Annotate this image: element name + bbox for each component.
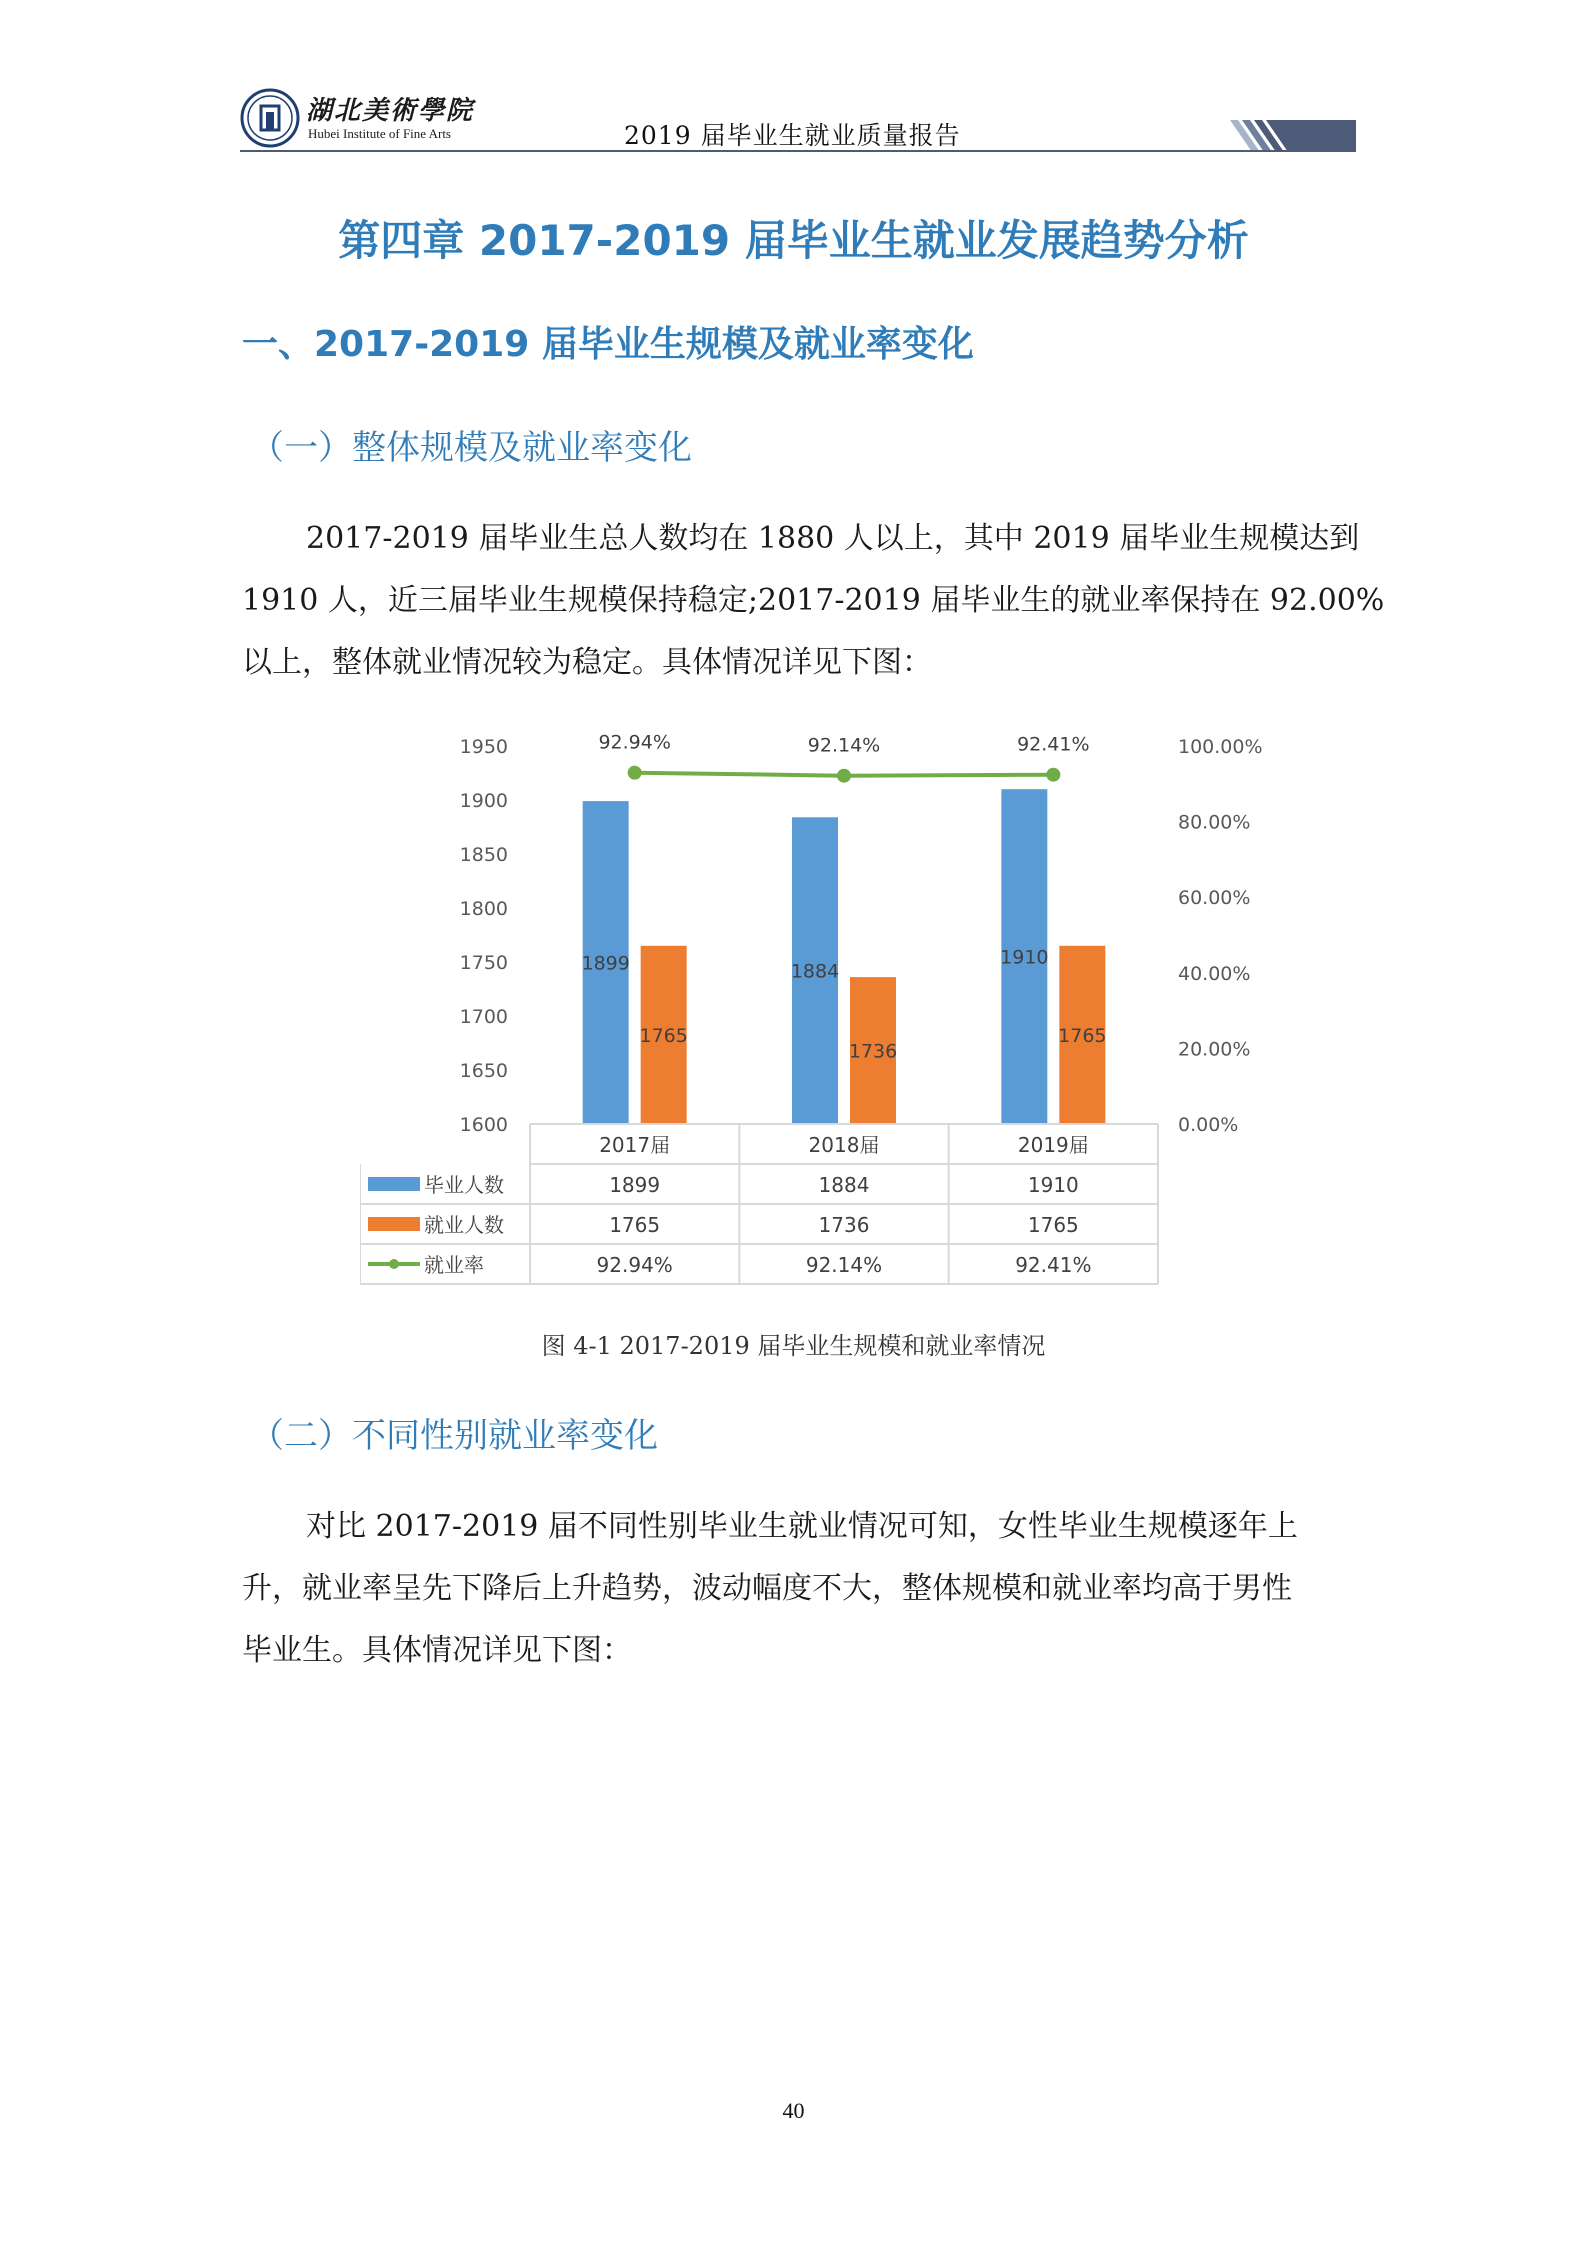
table-cell: 1910 — [1027, 1173, 1079, 1197]
employment-rate-point — [628, 766, 642, 780]
section-title: 一、2017-2019 届毕业生规模及就业率变化 — [242, 324, 974, 365]
logo-english-name: Hubei Institute of Fine Arts — [308, 126, 451, 141]
employment-chart — [360, 722, 1280, 1292]
right-axis-tick-label: 80.00% — [1178, 811, 1251, 834]
table-cell: 1899 — [609, 1173, 661, 1197]
paragraph-line: 毕业生。具体情况详见下图： — [242, 1633, 632, 1668]
institute-logo — [240, 86, 550, 152]
report-header-title: 2019 届毕业生就业质量报告 — [624, 121, 961, 150]
paragraph-line: 升，就业率呈先下降后上升趋势，波动幅度不大，整体规模和就业率均高于男性 — [242, 1571, 1292, 1606]
legend-point-key — [389, 1259, 399, 1269]
bar-data-label: 1899 — [581, 952, 630, 975]
legend-swatch — [368, 1217, 420, 1231]
right-axis-tick-label: 20.00% — [1178, 1038, 1251, 1061]
table-cell: 92.14% — [805, 1253, 883, 1277]
table-cell: 1736 — [818, 1213, 870, 1237]
page-header — [240, 86, 1355, 156]
right-axis-tick-label: 60.00% — [1178, 887, 1251, 910]
employment-rate-point — [1046, 768, 1060, 782]
page-number: 40 — [782, 2098, 805, 2123]
left-axis-tick-label: 1900 — [459, 790, 508, 812]
left-axis-tick-label: 1950 — [459, 736, 508, 758]
employment-rate-label: 92.41% — [1017, 733, 1090, 756]
paragraph-line: 以上，整体就业情况较为稳定。具体情况详见下图： — [242, 645, 932, 680]
left-axis-tick-label: 1700 — [459, 1006, 508, 1028]
bar-data-label: 1910 — [1000, 946, 1049, 969]
chapter-title: 第四章 2017-2019 届毕业生就业发展趋势分析 — [338, 216, 1249, 265]
employment-rate-point — [837, 769, 851, 783]
paragraph-overall — [242, 508, 1385, 694]
category-label: 2017届 — [599, 1133, 671, 1157]
legend-label: 就业率 — [424, 1253, 484, 1277]
subsection-title-overall: （一）整体规模及就业率变化 — [250, 428, 692, 468]
header-stripes-decoration — [1230, 120, 1356, 152]
employment-rate-label: 92.94% — [598, 731, 671, 754]
paragraph-gender — [242, 1496, 1357, 1682]
left-axis-tick-label: 1800 — [459, 898, 508, 920]
logo-chinese-name: 湖北美術學院 — [306, 96, 475, 126]
paragraph-line: 2017-2019 届毕业生总人数均在 1880 人以上，其中 2019 届毕业生规模达到 — [306, 521, 1360, 556]
right-axis-tick-label: 0.00% — [1178, 1114, 1239, 1136]
employment-chart-svg — [360, 722, 1280, 1292]
table-cell: 1765 — [1027, 1213, 1079, 1237]
right-axis-tick-label: 40.00% — [1178, 962, 1251, 985]
paragraph-line: 1910 人，近三届毕业生规模保持稳定;2017-2019 届毕业生的就业率保持在 92.00% — [242, 583, 1385, 618]
bar-data-label: 1736 — [848, 1040, 898, 1063]
legend-swatch — [368, 1177, 420, 1191]
left-axis-tick-label: 1750 — [459, 952, 508, 974]
paragraph-line: 对比 2017-2019 届不同性别毕业生就业情况可知，女性毕业生规模逐年上 — [306, 1509, 1298, 1544]
bar-data-label: 1884 — [790, 960, 840, 983]
category-label: 2018届 — [808, 1133, 880, 1157]
left-axis-tick-label: 1650 — [459, 1060, 508, 1082]
table-cell: 1765 — [609, 1213, 661, 1237]
category-label: 2019届 — [1017, 1133, 1089, 1157]
subsection-title-gender: （二）不同性别就业率变化 — [250, 1416, 658, 1456]
legend-label: 就业人数 — [424, 1213, 504, 1237]
bar-data-label: 1765 — [639, 1024, 688, 1047]
left-axis-tick-label: 1850 — [459, 844, 508, 866]
right-axis-tick-label: 100.00% — [1178, 736, 1263, 758]
legend-label: 毕业人数 — [424, 1173, 504, 1197]
institute-seal-icon — [240, 88, 300, 148]
table-cell: 92.41% — [1015, 1253, 1092, 1277]
bar-data-label: 1765 — [1058, 1024, 1107, 1047]
figure-caption: 图 4-1 2017-2019 届毕业生规模和就业率情况 — [541, 1332, 1046, 1360]
header-rule — [240, 150, 1355, 152]
left-axis-tick-label: 1600 — [459, 1114, 508, 1136]
table-cell: 92.94% — [596, 1253, 673, 1277]
employment-rate-label: 92.14% — [807, 734, 881, 757]
table-cell: 1884 — [818, 1173, 870, 1197]
